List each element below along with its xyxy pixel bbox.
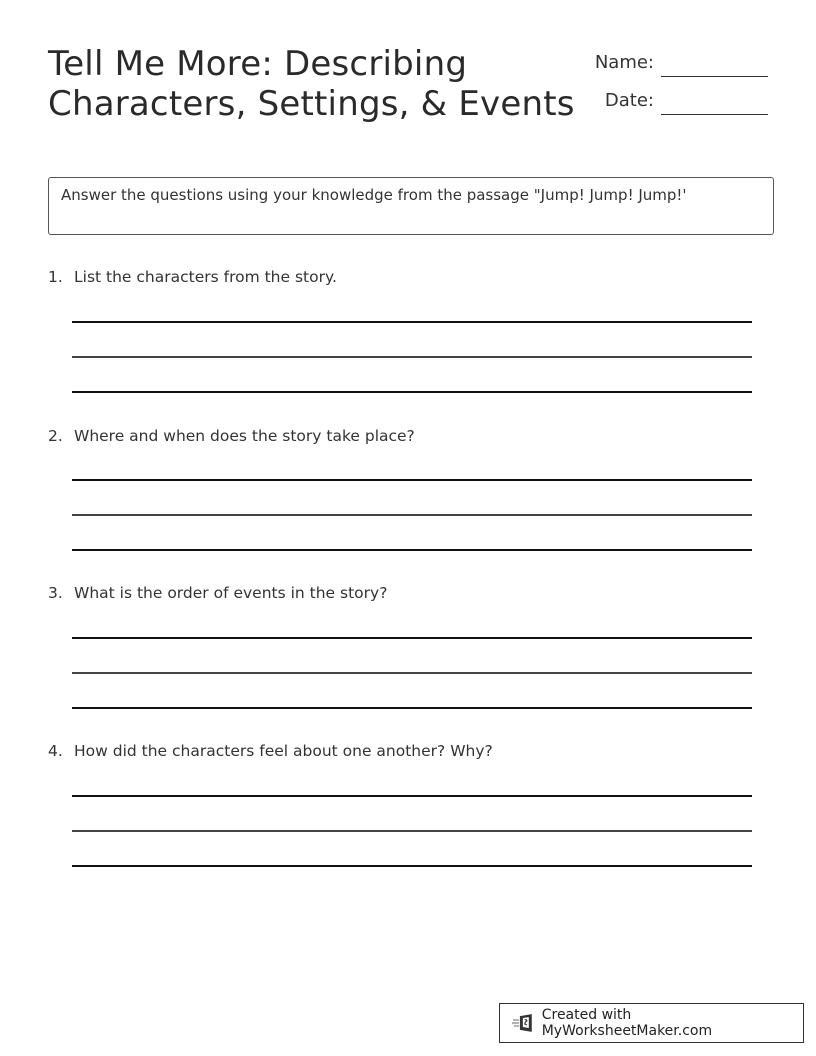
question-number: 4.: [48, 742, 63, 760]
worksheet-title: [48, 44, 575, 124]
question-text: [48, 425, 752, 447]
question-text: [48, 582, 752, 604]
name-label: Name:: [594, 52, 654, 73]
answer-line[interactable]: [72, 707, 752, 709]
answer-line[interactable]: [72, 830, 752, 832]
question-3: [48, 582, 752, 604]
answer-line[interactable]: [72, 672, 752, 674]
question-4: [48, 740, 752, 762]
answer-line[interactable]: [72, 514, 752, 516]
name-date-block: [568, 50, 768, 126]
name-row: [568, 50, 768, 88]
question-prompt: How did the characters feel about one another? Why?: [74, 742, 493, 760]
question-text: [48, 740, 752, 762]
question-prompt: List the characters from the story.: [74, 268, 337, 286]
question-2: [48, 425, 752, 447]
answer-line[interactable]: [72, 356, 752, 358]
answer-line[interactable]: [72, 637, 752, 639]
question-text: [48, 266, 752, 288]
answer-line[interactable]: [72, 795, 752, 797]
answer-line[interactable]: [72, 391, 752, 393]
question-prompt: What is the order of events in the story?: [74, 584, 388, 602]
title-line-2: Characters, Settings, & Events: [48, 84, 575, 124]
question-number: 2.: [48, 427, 63, 445]
question-number: 1.: [48, 268, 63, 286]
question-number: 3.: [48, 584, 63, 602]
answer-line[interactable]: [72, 321, 752, 323]
instructions-box: Answer the questions using your knowledge from the passage "Jump! Jump! Jump!': [48, 177, 774, 235]
worksheet-maker-logo-icon: [512, 1013, 536, 1033]
answer-line[interactable]: [72, 479, 752, 481]
answer-line[interactable]: [72, 549, 752, 551]
name-field-line[interactable]: [661, 76, 768, 77]
footer-text: Created with MyWorksheetMaker.com: [541, 1007, 713, 1039]
date-label: Date:: [604, 90, 654, 111]
footer-credit[interactable]: [499, 1003, 804, 1043]
question-1: [48, 266, 752, 288]
title-line-1: Tell Me More: Describing: [48, 44, 468, 84]
date-row: [568, 88, 768, 126]
date-field-line[interactable]: [661, 114, 768, 115]
question-prompt: Where and when does the story take place?: [74, 427, 415, 445]
answer-line[interactable]: [72, 865, 752, 867]
